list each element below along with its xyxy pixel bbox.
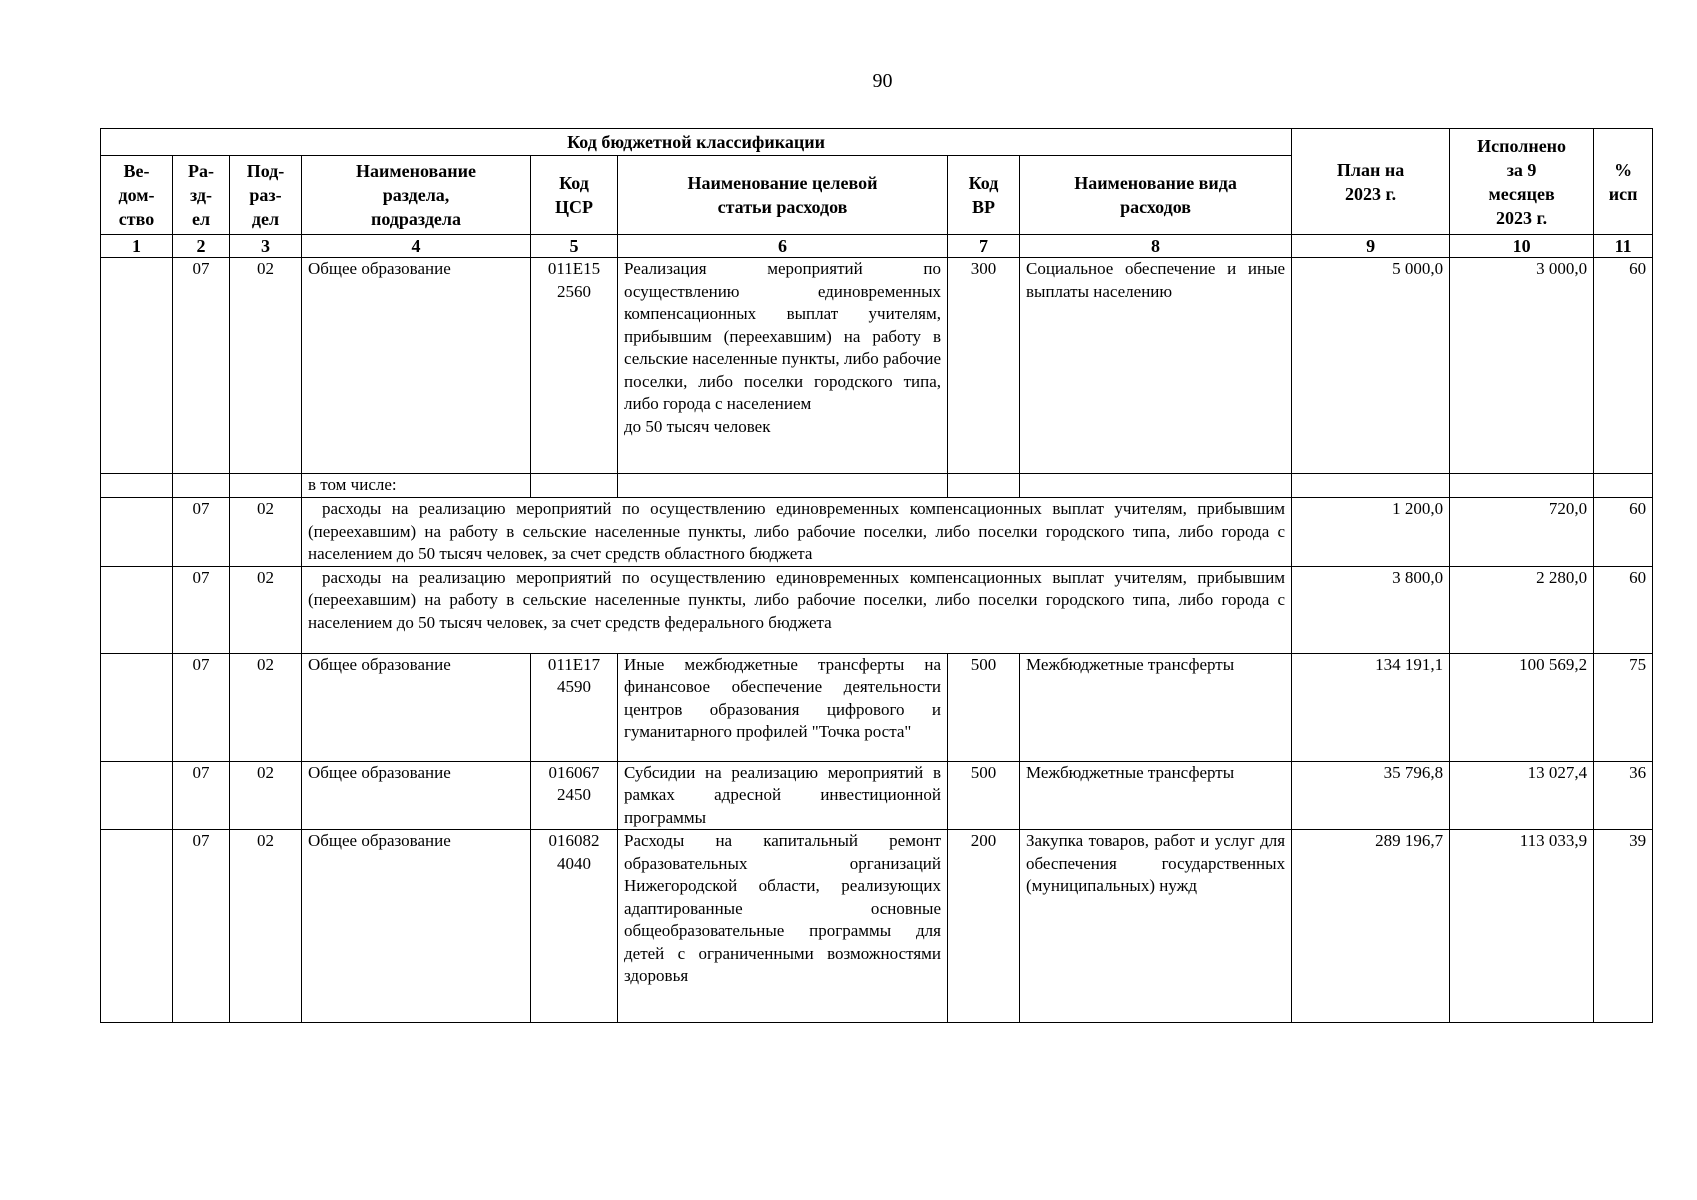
razdel-cell: 07 [173, 258, 230, 474]
header-col-10: Исполнено за 9 месяцев 2023 г. [1450, 129, 1594, 235]
percent-cell: 39 [1594, 830, 1653, 1023]
podrazdel-cell: 02 [230, 258, 302, 474]
section-name-cell: Общее образование [302, 830, 531, 1023]
article-name-cell: Субсидии на реализацию мероприятий в рамках адресной инвестиционной программы [618, 761, 948, 830]
empty-cell [948, 474, 1020, 498]
merged-description-cell: расходы на реализацию мероприятий по осуществлению единовременных компенсационных выплат учителям, прибывшим (переехавшим) на работу в сельские населенные пункты, либо рабочие поселки, либо поселки городского типа, либо города с населением до 50 тысяч человек, за счет средств федерального бюджета [302, 566, 1292, 653]
budget-table [100, 128, 1653, 1023]
expense-kind-cell: Социальное обеспечение и иные выплаты населению [1020, 258, 1292, 474]
vr-code-cell: 500 [948, 653, 1020, 761]
table-row [101, 653, 1653, 761]
empty-cell [618, 474, 948, 498]
executed-cell: 113 033,9 [1450, 830, 1594, 1023]
razdel-cell: 07 [173, 761, 230, 830]
plan-cell: 5 000,0 [1292, 258, 1450, 474]
plan-cell: 1 200,0 [1292, 498, 1450, 567]
column-number-9: 9 [1292, 235, 1450, 258]
podrazdel-cell [230, 474, 302, 498]
percent-cell: 60 [1594, 498, 1653, 567]
percent-cell: 60 [1594, 258, 1653, 474]
podrazdel-cell: 02 [230, 566, 302, 653]
vedomstvo-cell [101, 258, 173, 474]
column-number-4: 4 [302, 235, 531, 258]
executed-cell: 3 000,0 [1450, 258, 1594, 474]
budget-code-group-title: Код бюджетной классификации [101, 129, 1292, 156]
empty-cell [1020, 474, 1292, 498]
section-name-cell: Общее образование [302, 653, 531, 761]
podrazdel-cell: 02 [230, 761, 302, 830]
empty-cell [531, 474, 618, 498]
vr-code-cell: 500 [948, 761, 1020, 830]
podrazdel-cell: 02 [230, 653, 302, 761]
plan-cell: 134 191,1 [1292, 653, 1450, 761]
vr-code-cell: 200 [948, 830, 1020, 1023]
article-name-cell: Иные межбюджетные трансферты на финансовое обеспечение деятельности центров образования цифрового и гуманитарного профилей "Точка роста" [618, 653, 948, 761]
table-row [101, 474, 1653, 498]
executed-cell: 2 280,0 [1450, 566, 1594, 653]
csr-code-cell: 016067 2450 [531, 761, 618, 830]
table-row [101, 830, 1653, 1023]
razdel-cell: 07 [173, 566, 230, 653]
empty-cell [1594, 474, 1653, 498]
header-col-1: Ве- дом- ство [101, 156, 173, 235]
empty-cell [1292, 474, 1450, 498]
header-col-3: Под- раз- дел [230, 156, 302, 235]
header-col-8: Наименование вида расходов [1020, 156, 1292, 235]
header-col-4: Наименование раздела, подраздела [302, 156, 531, 235]
column-number-2: 2 [173, 235, 230, 258]
column-number-8: 8 [1020, 235, 1292, 258]
table-row [101, 566, 1653, 653]
plan-cell: 35 796,8 [1292, 761, 1450, 830]
razdel-cell: 07 [173, 653, 230, 761]
vedomstvo-cell [101, 761, 173, 830]
expense-kind-cell: Межбюджетные трансферты [1020, 653, 1292, 761]
table-row [101, 258, 1653, 474]
percent-cell: 36 [1594, 761, 1653, 830]
expense-kind-cell: Межбюджетные трансферты [1020, 761, 1292, 830]
executed-cell: 13 027,4 [1450, 761, 1594, 830]
table-row [101, 498, 1653, 567]
table-row [101, 761, 1653, 830]
column-number-row [101, 235, 1653, 258]
article-name-cell: Реализация мероприятий по осуществлению единовременных компенсационных выплат учителям, прибывшим (переехавшим) на работу в сельские населенные пункты, либо рабочие поселки, либо поселки городского типа, либо города с населением до 50 тысяч человек [618, 258, 948, 474]
vedomstvo-cell [101, 498, 173, 567]
razdel-cell [173, 474, 230, 498]
article-name-cell: Расходы на капитальный ремонт образовательных организаций Нижегородской области, реализующих адаптированные основные общеобразовательные программы для детей с ограниченными возможностями здоровья [618, 830, 948, 1023]
percent-cell: 60 [1594, 566, 1653, 653]
column-number-5: 5 [531, 235, 618, 258]
executed-cell: 100 569,2 [1450, 653, 1594, 761]
header-col-11: % исп [1594, 129, 1653, 235]
merged-description-cell: расходы на реализацию мероприятий по осуществлению единовременных компенсационных выплат учителям, прибывшим (переехавшим) на работу в сельские населенные пункты, либо рабочие поселки, либо поселки городского типа, либо города с населением до 50 тысяч человек, за счет средств областного бюджета [302, 498, 1292, 567]
section-name-cell: Общее образование [302, 761, 531, 830]
csr-code-cell: 011E17 4590 [531, 653, 618, 761]
table-header [101, 129, 1653, 258]
plan-cell: 3 800,0 [1292, 566, 1450, 653]
vedomstvo-cell [101, 653, 173, 761]
column-number-7: 7 [948, 235, 1020, 258]
column-number-6: 6 [618, 235, 948, 258]
vr-code-cell: 300 [948, 258, 1020, 474]
csr-code-cell: 011E15 2560 [531, 258, 618, 474]
razdel-cell: 07 [173, 498, 230, 567]
podrazdel-cell: 02 [230, 498, 302, 567]
empty-cell [1450, 474, 1594, 498]
column-number-1: 1 [101, 235, 173, 258]
razdel-cell: 07 [173, 830, 230, 1023]
table-body [101, 258, 1653, 1023]
header-col-5: Код ЦСР [531, 156, 618, 235]
section-name-cell: Общее образование [302, 258, 531, 474]
subhead-cell: в том числе: [302, 474, 531, 498]
column-number-11: 11 [1594, 235, 1653, 258]
percent-cell: 75 [1594, 653, 1653, 761]
page-number: 90 [872, 70, 893, 92]
expense-kind-cell: Закупка товаров, работ и услуг для обеспечения государственных (муниципальных) нужд [1020, 830, 1292, 1023]
vedomstvo-cell [101, 830, 173, 1023]
column-number-10: 10 [1450, 235, 1594, 258]
vedomstvo-cell [101, 474, 173, 498]
header-col-9: План на 2023 г. [1292, 129, 1450, 235]
executed-cell: 720,0 [1450, 498, 1594, 567]
plan-cell: 289 196,7 [1292, 830, 1450, 1023]
vedomstvo-cell [101, 566, 173, 653]
podrazdel-cell: 02 [230, 830, 302, 1023]
column-number-3: 3 [230, 235, 302, 258]
header-col-7: Код ВР [948, 156, 1020, 235]
header-col-2: Ра- зд- ел [173, 156, 230, 235]
header-col-6: Наименование целевой статьи расходов [618, 156, 948, 235]
csr-code-cell: 016082 4040 [531, 830, 618, 1023]
